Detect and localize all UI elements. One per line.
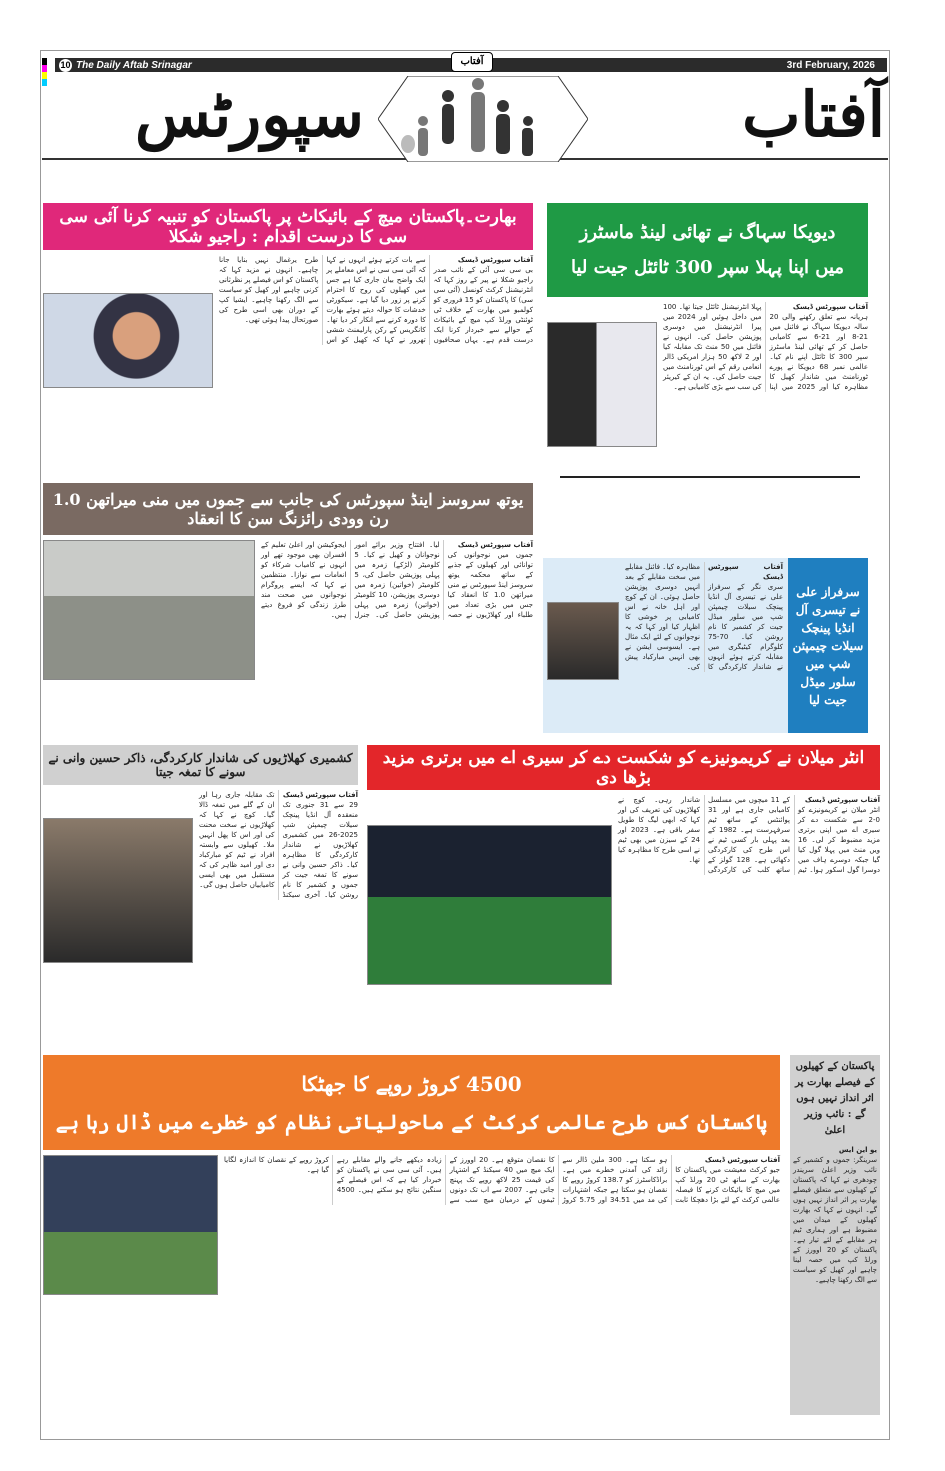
devika-article-body — [663, 302, 868, 392]
devika-content — [547, 302, 868, 447]
article-text: سرینگر: جموں و کشمیر کے نائب وزیر اعلیٰ سریندر چودھری نے کہا کہ پاکستان کے کھیلوں سے متعلق فیصلے بھارت پر اثر انداز نہیں ہوں گے۔ انہوں نے کہا کہ بھارت کھیلوں کے میدان میں مضبوط ہے اور ہماری ٹیم ہر مقابلے کے لئے تیار ہے۔ پاکستان کو 20 اوورز کے ورلڈ کپ میں حصہ لینا چاہیے اور کھیل کو سیاست سے الگ رکھنا چاہیے۔ — [793, 1156, 877, 1284]
inter-content — [367, 795, 880, 985]
masthead-title-aftab: آفتاب — [742, 78, 885, 151]
pcb-article-body — [224, 1155, 780, 1205]
kashmir-article-body — [199, 790, 358, 900]
small-logo: آفتاب — [451, 52, 493, 72]
kashmir-content — [43, 790, 358, 963]
marathon-content — [43, 540, 533, 680]
cricket-captains-photo — [43, 1155, 218, 1295]
icc-headline: بھارت۔پاکستان میچ کے بائیکاٹ پر پاکستان کو تنبیہ کرنا آئی سی سی کا درست اقدام : راجیو شکلا — [43, 203, 533, 250]
issue-date: 3rd February, 2026 — [786, 59, 875, 71]
article-text: 29 سے 31 جنوری تک منعقدہ آل انڈیا پینچک سیلات چیمپئن شپ 2025-26 میں کشمیری کھلاڑیوں نے شاندار کارکردگی کا مظاہرہ کیا۔ ذاکر حسین وانی نے سونے کا تمغہ جیت کر جموں و کشمیر کا نام روشن کیا۔ آخری سیکنڈ تک مقابلہ جاری رہا اور ان کے گلے میں تمغہ ڈالا گیا۔ کوچ نے کہا کہ کھلاڑیوں نے سخت محنت کی اور اس کا پھل انہیں ملا۔ کھیلوں سے وابستہ افراد نے ٹیم کو مبارکباد دی اور امید ظاہر کی کہ مستقبل میں بھی ایسی کامیابیاں حاصل ہوں گی۔ — [199, 791, 358, 899]
article-text: سری نگر کے سرفراز علی نے تیسری آل انڈیا پینچک سیلات چیمپئن شپ میں سلور میڈل جیت کر کشمیر کا نام روشن کیا۔ 70-75 کلوگرام کیٹیگری میں مقابلہ کرتے ہوئے انہوں نے شاندار کارکردگی کا مظاہرہ کیا۔ فائنل مقابلے میں سخت مقابلے کے بعد انہیں دوسری پوزیشن حاصل ہوئی۔ ان کے کوچ اور اہل خانہ نے اس کامیابی پر خوشی کا اظہار کیا اور کہا کہ یہ نوجوانوں کے لئے ایک مثال ہے۔ ایسوسی ایشن نے بھی انہیں مبارکباد پیش کی۔ — [625, 563, 783, 671]
sidebar-headline: پاکستان کے کھیلوں کے فیصلے بھارت پر اثر انداز نہیں ہوں گے : نائب وزیر اعلیٰ — [795, 1061, 875, 1136]
article-text: جموں میں نوجوانوں کی توانائی اور کھیلوں کے جذبے کے ساتھ محکمہ یوتھ سروسز اینڈ سپورٹس نے منی میراتھن 1.0 کا انعقاد کیا جس میں بڑی تعداد میں طلباء اور کھلاڑیوں نے حصہ لیا۔ افتتاح وزیر برائے امور نوجوانان و کھیل نے کیا۔ 5 کلومیٹر (لڑکے) زمرہ میں پہلی پوزیشن حاصل کی، 5 کلومیٹر (خواتین) زمرہ میں دوسری پوزیشن، 10 کلومیٹر (خواتین) زمرہ میں پہلی پوزیشن حاصل کی۔ جنرل ایجوکیشن اور اعلیٰ تعلیم کے افسران بھی موجود تھے اور انہوں نے کامیاب شرکاء کو انعامات سے نوازا۔ منتظمین نے کہا کہ ایسے پروگرام نوجوانوں میں صحت مند طرز زندگی کو فروغ دیتے ہیں۔ — [261, 541, 533, 619]
kashmir-headline: کشمیری کھلاڑیوں کی شاندار کارکردگی، ذاکر حسین وانی نے سونے کا تمغہ جیتا — [43, 745, 358, 785]
inter-article-body — [618, 795, 880, 875]
article-text: ہریانہ سے تعلق رکھنے والی 20 سالہ دیویکا سہاگ نے فائنل میں 21-8 اور 21-6 سے کامیابی حاصل کر کے تھائی لینڈ ماسٹرز سپر 300 کا ٹائٹل اپنے نام کیا۔ عالمی نمبر 68 دیویکا نے پورے ٹورنامنٹ میں شاندار کھیل کا مظاہرہ کیا اور 2025 میں اپنا پہلا انٹرنیشنل ٹائٹل جیتا تھا۔ 100 میں داخل ہوئیں اور 2024 میں پیرا انٹرنیشنل میں دوسری پوزیشن حاصل کی۔ انہوں نے فائنل میں 50 منٹ تک مقابلہ کیا اور 2 لاکھ 50 ہزار امریکی ڈالر انعامی رقم کے اس ٹورنامنٹ میں جیت حاصل کی۔ یہ ان کے کیریئر کی سب سے بڑی کامیابی ہے۔ — [663, 303, 868, 391]
icc-article — [43, 203, 533, 388]
sidebar-box — [790, 1055, 880, 1415]
headline-line: میں اپنا پہلا سپر 300 ٹائٹل جیت لیا — [570, 257, 845, 278]
divider — [560, 476, 860, 478]
headline-line: دیویکا سہاگ نے تھائی لینڈ ماسٹرز — [579, 222, 836, 243]
sidebar-article-body — [793, 1145, 877, 1285]
rajiv-shukla-photo — [43, 293, 213, 388]
headline-line: پاکستان کس طرح عالمی کرکٹ کے ماحولیاتی نظام کو خطرے میں ڈال رہا ہے — [55, 1109, 768, 1134]
paper-name: The Daily Aftab Srinagar — [76, 59, 192, 71]
icc-article-body — [219, 255, 533, 345]
icc-content — [43, 255, 533, 388]
page-number: 10 — [60, 59, 71, 70]
devika-article — [547, 203, 868, 447]
marathon-article — [43, 483, 533, 680]
dateline: آفتاب سپورٹس ڈیسک — [282, 791, 358, 799]
marathon-article-body — [261, 540, 533, 620]
dateline: آفتاب سپورٹس ڈیسک — [804, 796, 880, 804]
masthead-title-sports: سپورٹس — [135, 78, 364, 151]
pcb-content — [43, 1155, 780, 1295]
devika-headline — [547, 203, 868, 297]
devika-trophy-photo — [547, 322, 657, 447]
dateline: یو این ایس — [838, 1146, 877, 1154]
inter-article — [367, 745, 880, 985]
dateline: آفتاب سپورٹس ڈیسک — [792, 303, 868, 311]
football-match-photo — [367, 825, 612, 985]
pcb-headline — [43, 1055, 780, 1150]
dateline: آفتاب سپورٹس ڈیسک — [457, 256, 533, 264]
article-text: بی سی سی آئی کے نائب صدر راجیو شکلا نے پیر کے روز کہا کہ انٹرنیشنل کرکٹ کونسل (آئی سی سی) کا پاکستان کو 15 فروری کو کولمبو میں بھارت کے خلاف ٹی ٹوئنٹی ورلڈ کپ میچ کے بائیکاٹ کے حوالے سے خبردار کرنا ایک درست قدم ہے۔ یہاں صحافیوں سے بات کرتے ہوئے انہوں نے کہا کہ آئی سی سی نے اس معاملے پر ایک واضح بیان جاری کیا ہے جس میں کھیلوں کی روح کا احترام کرنے پر زور دیا گیا ہے۔ سیکورٹی خدشات کا حوالہ دیتے ہوئے بھارت کا دورہ کرنے سے انکار کر دیا تھا۔ کانگریس کے رکن پارلیمنٹ ششی تھرور نے کہا کہ کھیل کو اس طرح یرغمال نہیں بنایا جانا چاہیے۔ انہوں نے مزید کہا کہ پاکستان کو اس فیصلے پر نظرثانی کرنی چاہیے اور کھیل کو سیاست سے الگ رکھنا چاہیے۔ ایشیا کپ کے دوران بھی اسی طرح کی صورتحال پیدا ہوئی تھی۔ — [219, 256, 533, 344]
article-text: جیو کرکٹ معیشت میں پاکستان کا بھارت کے ساتھ ٹی 20 ورلڈ کپ میں میچ کا بائیکاٹ کرنے کا فیصلہ عالمی کرکٹ کے لئے بڑا دھچکا ثابت ہو سکتا ہے۔ 300 ملین ڈالر سے زائد کی آمدنی خطرے میں ہے۔ براڈکاسٹرز کو 138.7 کروڑ روپے کا نقصان ہو سکتا ہے جبکہ اشتہارات کی مد میں 34.51 اور 5.75 کروڑ کا نقصان متوقع ہے۔ 20 اوورز کے ایک میچ میں 40 سیکنڈ کے اشتہار کی قیمت 25 لاکھ روپے تک پہنچ جاتی ہے۔ 2007 سے اب تک دونوں ٹیموں کے درمیان میچ سب سے زیادہ دیکھے جانے والے مقابلے رہے ہیں۔ آئی سی سی نے پاکستان کو خبردار کیا ہے کہ اس فیصلے کے سنگین نتائج ہو سکتے ہیں۔ 4500 کروڑ روپے کے نقصان کا اندازہ لگایا گیا ہے۔ — [224, 1156, 781, 1204]
dateline: آفتاب سپورٹس ڈیسک — [457, 541, 533, 549]
kashmir-article — [43, 745, 358, 963]
headline-line: 4500 کروڑ روپے کا جھٹکا — [301, 1071, 522, 1096]
sarfaraz-box — [543, 558, 868, 733]
marathon-runners-photo — [43, 540, 255, 680]
sarfaraz-content — [543, 558, 783, 733]
dateline: آفتاب سپورٹس ڈیسک — [704, 1156, 780, 1164]
article-text: انٹر میلان نے کریمونیزے کو 0-2 سے شکست دے کر سیری اے میں اپنی برتری مزید مضبوط کر لی۔ 16 ویں منٹ میں پہلا گول کیا گیا جبکہ دوسرے ہاف میں دوسرا گول اسکور ہوا۔ ٹیم کے 11 میچوں میں مسلسل کامیابی جاری ہے اور 31 پوائنٹس کے ساتھ ٹیم سرفہرست ہے۔ 1982 کے بعد پہلی بار کسی ٹیم نے اس طرح کی کارکردگی دکھائی ہے۔ 128 گولز کے ساتھ کلب کی کارکردگی شاندار رہی۔ کوچ نے کھلاڑیوں کی تعریف کی اور کہا کہ ابھی لیگ کا طویل سفر باقی ہے۔ 2023 اور 24 کے سیزن میں بھی ٹیم نے اسی طرح کا مظاہرہ کیا تھا۔ — [618, 796, 880, 874]
sarfaraz-photo — [547, 602, 619, 680]
inter-headline: انٹر میلان نے کریمونیزے کو شکست دے کر سیری اے میں برتری مزید بڑھا دی — [367, 745, 880, 790]
sarfaraz-headline: سرفراز علی نے تیسری آل انڈیا پینچک سیلات چیمپئن شپ میں سلور میڈل جیت لیا — [788, 558, 868, 733]
dateline: آفتاب سپورٹس ڈیسک — [708, 563, 783, 581]
sarfaraz-article-body — [625, 562, 783, 672]
pcb-article — [43, 1055, 780, 1295]
sports-figures-logo-icon — [378, 76, 588, 162]
kashmir-athletes-photo — [43, 818, 193, 963]
marathon-headline: یوتھ سروسز اینڈ سپورٹس کی جانب سے جموں میں منی میراتھن 1.0 رن وودی رائزنگ سن کا انعقاد — [43, 483, 533, 535]
